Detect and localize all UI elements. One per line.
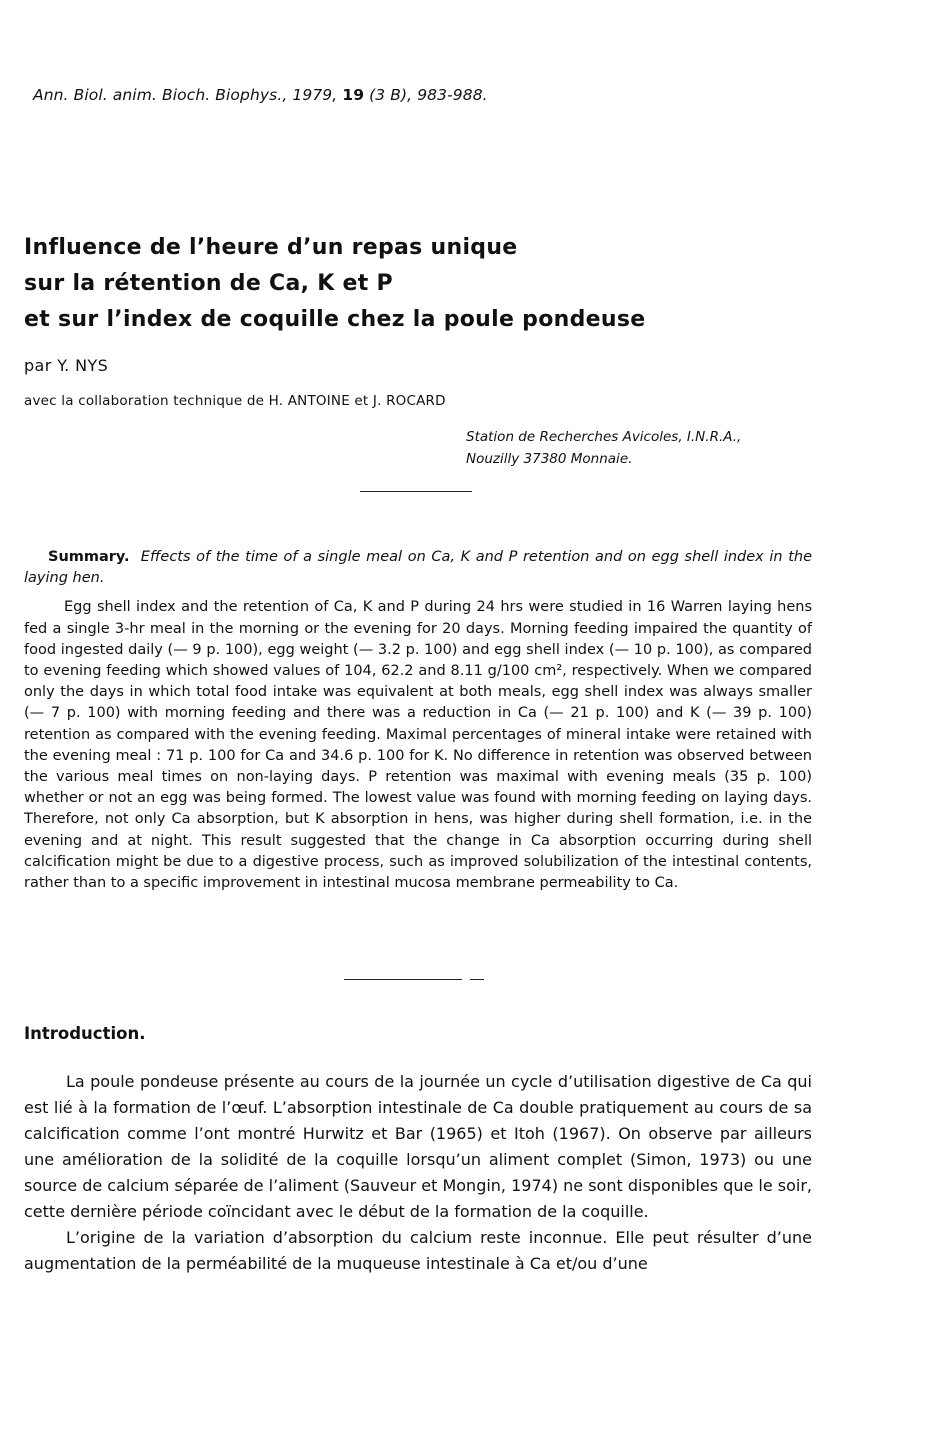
author-line: par Y. NYS bbox=[24, 356, 109, 375]
journal-citation bbox=[33, 86, 488, 104]
header-divider bbox=[360, 491, 472, 492]
introduction-body bbox=[24, 1069, 812, 1277]
affiliation bbox=[466, 426, 741, 470]
collaboration-line: avec la collaboration technique de H. ANTOINE et J. ROCARD bbox=[24, 393, 446, 409]
title-line-1: Influence de l’heure d’un repas unique bbox=[24, 235, 518, 260]
introduction-paragraph-2: L’origine de la variation d’absorption du calcium reste inconnue. Elle peut résulter d’une augmentation de la perméabilité de la muqueuse intestinale à Ca et/ou d’une bbox=[24, 1228, 812, 1273]
affiliation-line-1: Station de Recherches Avicoles, I.N.R.A., bbox=[466, 429, 742, 445]
article-title bbox=[24, 230, 884, 338]
citation-year: , 1979, bbox=[282, 86, 343, 104]
introduction-heading: Introduction. bbox=[24, 1024, 146, 1043]
summary-divider bbox=[344, 979, 462, 980]
introduction-paragraph-1: La poule pondeuse présente au cours de la journée un cycle d’utilisation digestive de Ca qui est lié à la formation de l’œuf. L’absorption intestinale de Ca double pratiquement au cours de sa calcification comme l’ont montré Hurwitz et Bar (1965) et Itoh (1967). On observe par ailleurs une amélioration de la solidité de la coquille lorsqu’un aliment complet (Simon, 1973) ou une source de calcium séparée de l’aliment (Sauveur et Mongin, 1974) ne sont disponibles que le soir, cette dernière période coïncidant avec le début de la formation de la coquille. bbox=[24, 1072, 813, 1221]
title-line-3: et sur l’index de coquille chez la poule pondeuse bbox=[24, 307, 646, 332]
journal-name: Ann. Biol. anim. Bioch. Biophys. bbox=[33, 86, 283, 104]
citation-issue-pages: (3 B), 983-988. bbox=[364, 86, 488, 104]
summary-divider-dash bbox=[470, 979, 484, 980]
summary-abstract: Egg shell index and the retention of Ca, K and P during 24 hrs were studied in 16 Warren laying hens fed a single 3-hr meal in the morning or the evening for 20 days. Morning feeding impaired the quantity of food ingested daily (— 9 p. 100), egg weight (— 3.2 p. 100) and egg shell index (— 10 p. 100), as compared to evening feeding which showed values of 104, 62.2 and 8.11 g/100 cm², respectively. When we compared only the days in which total food intake was equivalent at both meals, egg shell index was always smaller (— 7 p. 100) with morning feeding and there was a reduction in Ca (— 21 p. 100) and K (— 39 p. 100) retention as compared with the evening feeding. Maximal percentages of mineral intake were retained with the evening meal : 71 p. 100 for Ca and 34.6 p. 100 for K. No difference in retention was observed between the various meal times on non-laying days. P retention was maximal with evening meals (35 p. 100) whether or not an egg was being formed. The lowest value was found with morning feeding on laying days. Therefore, not only Ca absorption, but K absorption in hens, was higher during shell formation, i.e. in the evening and at night. This result suggested that the change in Ca absorption occurring during shell calcification might be due to a digestive process, such as improved solubilization of the intestinal contents, rather than to a specific improvement in intestinal mucosa membrane permeability to Ca. bbox=[24, 599, 812, 892]
citation-volume: 19 bbox=[342, 86, 365, 104]
affiliation-line-2: Nouzilly 37380 Monnaie. bbox=[466, 451, 633, 467]
summary-label: Summary. bbox=[48, 549, 130, 565]
summary-section bbox=[24, 547, 812, 894]
summary-lead bbox=[24, 547, 812, 589]
summary-english-title: Effects of the time of a single meal on Ca, K and P retention and on egg shell index in the laying hen. bbox=[24, 549, 812, 587]
title-line-2: sur la rétention de Ca, K et P bbox=[24, 271, 393, 296]
